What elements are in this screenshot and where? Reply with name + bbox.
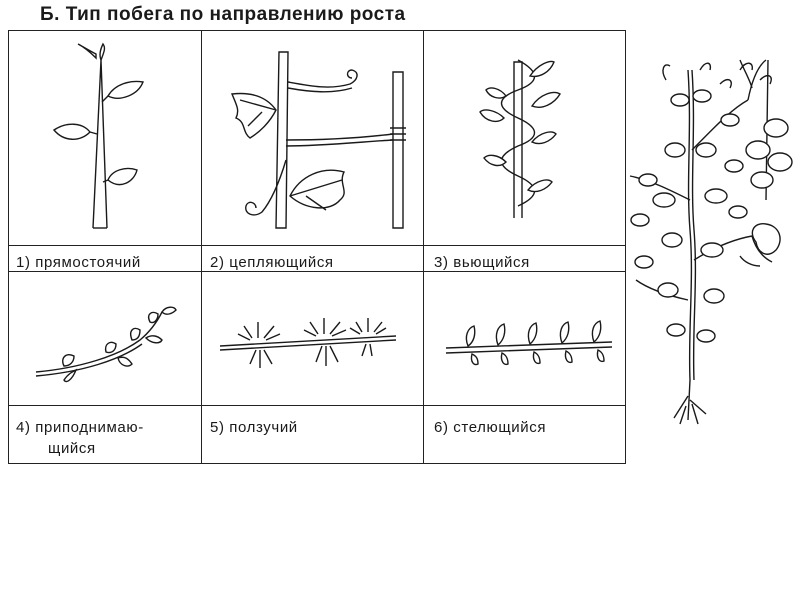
caption-trailing: 6) стелющийся xyxy=(434,419,547,436)
caption-erect: 1) прямостоячий xyxy=(16,254,141,271)
caption-ascending-cont: щийся xyxy=(48,440,96,457)
caption-ascending: 4) приподнимаю- xyxy=(16,419,144,436)
pea-leaflets xyxy=(631,90,792,342)
caption-creeping: 5) ползучий xyxy=(210,419,298,436)
caption-twining: 3) вьющийся xyxy=(434,254,530,271)
diagram-title: Б. Тип побега по направлению роста xyxy=(40,4,406,25)
caption-climbing: 2) цепляющийся xyxy=(210,254,334,271)
